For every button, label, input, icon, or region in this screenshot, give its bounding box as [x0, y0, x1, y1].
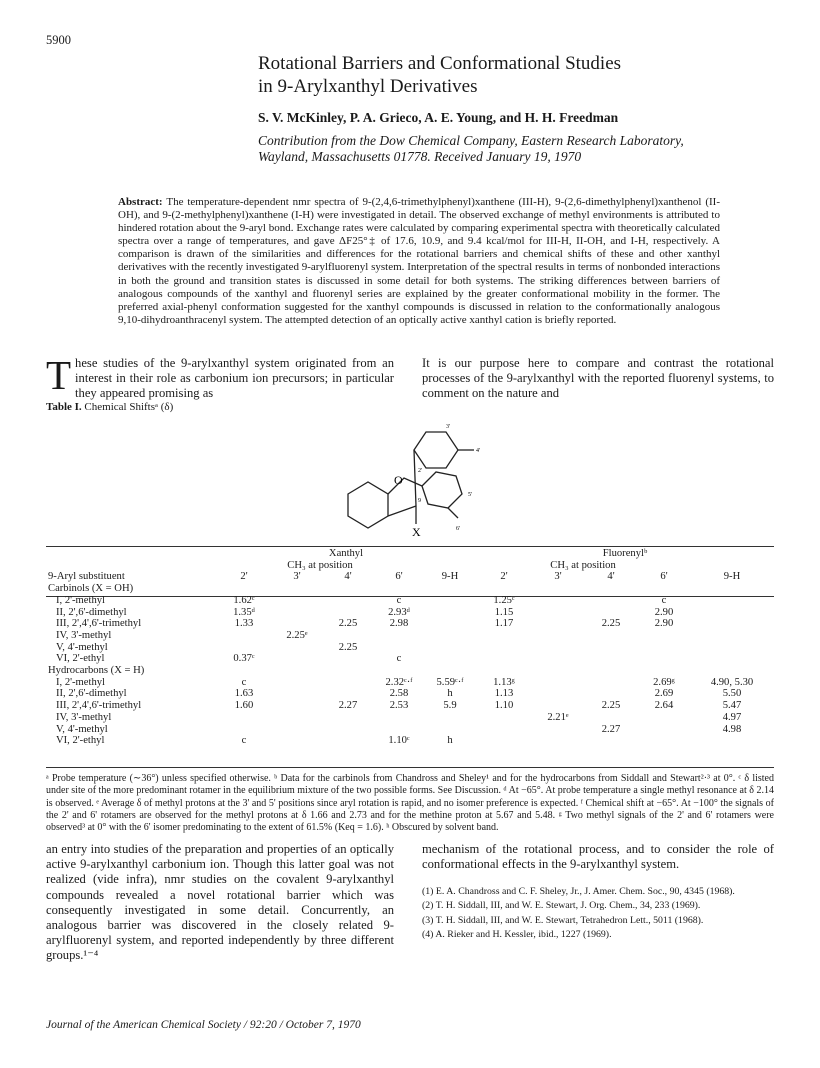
reference-item: (4) A. Rieker and H. Kessler, ibid., 1227 (1969).	[422, 929, 612, 941]
table-title: Chemical Shiftsᵃ (δ)	[84, 401, 174, 413]
table-cell: 5.9	[443, 700, 457, 712]
column-header: 4'	[344, 571, 352, 583]
table-cell	[584, 642, 638, 654]
table-cell: 1.10ᶜ	[388, 735, 410, 747]
table-section-row	[46, 665, 774, 677]
table-cell	[532, 618, 584, 630]
struct-label-o: O	[394, 473, 403, 487]
column-header: 4'	[607, 571, 615, 583]
table-cell	[322, 735, 374, 747]
table-cell: 5.50	[722, 688, 742, 700]
table-cell	[322, 607, 374, 619]
struct-label-4p: 4'	[476, 448, 481, 454]
struct-label-6p: 6'	[456, 526, 461, 532]
table-cell	[272, 642, 322, 654]
table-cell	[322, 630, 374, 642]
table-row-label: I, 2'-methyl	[56, 594, 105, 606]
table-cell: 2.69	[654, 688, 674, 700]
table-row	[46, 618, 774, 630]
table-cell	[272, 653, 322, 665]
table-cell	[424, 618, 476, 630]
column-header: 3'	[554, 571, 562, 583]
table-cell	[476, 642, 532, 654]
table-row-label: IV, 3'-methyl	[56, 629, 112, 641]
table-cell: 0.37ᶜ	[233, 653, 255, 665]
table-cell	[322, 653, 374, 665]
journal-footer: Journal of the American Chemical Society / 92:20 / October 7, 1970	[46, 1019, 361, 1031]
table-cell: 2.25	[601, 700, 621, 712]
references	[422, 886, 774, 944]
column-header: 6'	[660, 571, 668, 583]
table-cell: 2.58	[389, 688, 409, 700]
table-cell	[322, 595, 374, 607]
table-cell	[216, 642, 272, 654]
table-row	[46, 712, 774, 724]
table-column-header-row	[46, 571, 774, 583]
table-cell: 2.98	[389, 618, 409, 630]
table-cell	[690, 630, 774, 642]
struct-label-3p: 3'	[446, 424, 451, 430]
table-row-label: III, 2',4',6'-trimethyl	[56, 700, 142, 712]
table-subgroup-header-row	[46, 560, 774, 572]
chemical-shifts-table	[46, 548, 774, 747]
table-row	[46, 595, 774, 607]
table-cell: 2.53	[389, 700, 409, 712]
table-cell: c	[661, 594, 667, 606]
table-row	[46, 607, 774, 619]
table-cell	[532, 595, 584, 607]
table-cell: 1.35ᵈ	[233, 606, 255, 618]
table-cell: 1.17	[494, 618, 514, 630]
table-cell	[638, 653, 690, 665]
table-cell: 5.47	[722, 700, 742, 712]
table-bottom-rule	[46, 767, 774, 768]
table-row-label: III, 2',4',6'-trimethyl	[56, 618, 142, 630]
affiliation-line-1: Contribution from the Dow Chemical Company, Eastern Research Laboratory,	[258, 133, 684, 148]
table-cell: c	[396, 653, 402, 665]
table-row	[46, 688, 774, 700]
table-cell	[476, 712, 532, 724]
table-cell: 2.32ᶜ·ᶠ	[385, 676, 413, 688]
table-cell: 2.69ᵍ	[653, 676, 675, 688]
table-cell	[584, 607, 638, 619]
table-row-label: VI, 2'-ethyl	[56, 653, 105, 665]
title-line-1: Rotational Barriers and Conformational Studies	[258, 53, 622, 74]
table-cell: c	[396, 594, 402, 606]
group-header-fluorenyl: Fluorenylᵇ	[602, 548, 648, 559]
table-cell	[374, 712, 424, 724]
table-cell	[532, 700, 584, 712]
table-cell	[532, 688, 584, 700]
table-cell: 2.90	[654, 606, 674, 618]
table-cell	[690, 595, 774, 607]
table-cell	[322, 712, 374, 724]
table-cell: 1.13ᵍ	[493, 676, 515, 688]
table-label: Table I.	[46, 401, 82, 413]
intro-left-column	[46, 352, 394, 402]
table-row	[46, 642, 774, 654]
column-header: 3'	[293, 571, 301, 583]
column-header: 9-H	[441, 571, 459, 583]
title-line-2: in 9-Arylxanthyl Derivatives	[258, 76, 478, 97]
xanthyl-structure-figure	[318, 402, 508, 542]
table-cell	[424, 595, 476, 607]
table-cell	[638, 642, 690, 654]
table-cell	[322, 677, 374, 689]
reference-item: (1) E. A. Chandross and C. F. Sheley, Jr., J. Amer. Chem. Soc., 90, 4345 (1968).	[422, 886, 735, 897]
column-header-substituent: 9-Aryl substituent	[48, 571, 125, 583]
table-cell	[374, 642, 424, 654]
table-row	[46, 700, 774, 712]
table-top-rule	[46, 546, 774, 547]
table-cell: 2.27	[601, 723, 621, 735]
p6-bond	[448, 508, 458, 518]
body-left-column: an entry into studies of the preparation and properties of an optically active 9-arylxanthyl carbonium ion. Though this latter goal was not realized (vide infra), nmr studies on the covalent 9-arylxanthyl compounds revealed a novel rotational barrier which was consequently investigated in some detail. Concurrently, an analogous barrier was discovered in the closely related 9-arylfluorenyl system, and reported independently by three different groups.¹⁻⁴	[46, 842, 394, 963]
article-title	[258, 52, 758, 98]
table-cell	[322, 724, 374, 736]
table-cell	[638, 735, 690, 747]
table-header-empty	[46, 548, 216, 560]
table-section-heading: Hydrocarbons (X = H)	[48, 665, 145, 677]
table-cell	[690, 735, 774, 747]
table-row	[46, 653, 774, 665]
table-section-heading: Carbinols (X = OH)	[48, 583, 134, 595]
group-header-xanthyl: Xanthyl	[328, 548, 364, 559]
abstract-label: Abstract:	[118, 196, 163, 208]
aryl-ring	[414, 432, 458, 468]
table-cell	[532, 677, 584, 689]
table-cell: h	[447, 688, 453, 700]
reference-item: (3) T. H. Siddall, III, and W. E. Stewart, Tetrahedron Lett., 5011 (1968).	[422, 914, 704, 926]
table-cell	[476, 630, 532, 642]
table-cell: 2.25ᵉ	[286, 629, 308, 641]
table-cell: 1.15	[494, 606, 514, 618]
table-cell	[216, 712, 272, 724]
table-caption	[46, 401, 173, 413]
table-group-header-row	[46, 548, 774, 560]
subheader-xanthyl-ch3: CH₃ at position	[287, 559, 353, 571]
table-cell: 2.25	[338, 618, 358, 630]
right-benzo-ring	[422, 472, 462, 508]
table-cell	[584, 688, 638, 700]
table-cell	[272, 607, 322, 619]
reference-item: (2) T. H. Siddall, III, and W. E. Stewart, J. Org. Chem., 34, 233 (1969).	[422, 900, 701, 912]
table-cell: 1.10	[494, 700, 514, 712]
table-cell: 2.27	[338, 700, 358, 712]
table-cell	[584, 630, 638, 642]
table-cell: h	[447, 735, 453, 747]
table-row	[46, 724, 774, 736]
table-cell: 1.13	[494, 688, 514, 700]
table-cell: 2.25	[601, 618, 621, 630]
table-cell	[532, 653, 584, 665]
table-cell: 2.21ᵉ	[547, 711, 569, 723]
table-cell	[272, 688, 322, 700]
column-header: 6'	[395, 571, 403, 583]
table-row-label: VI, 2'-ethyl	[56, 735, 105, 747]
table-row-label: V, 4'-methyl	[56, 723, 108, 735]
struct-label-2p: 2'	[418, 468, 423, 474]
table-cell	[690, 642, 774, 654]
table-cell: 4.98	[722, 723, 742, 735]
table-cell: 5.59ᶜ·ᶠ	[436, 676, 464, 688]
table-body	[46, 583, 774, 747]
intro-left-text: hese studies of the 9-arylxanthyl system originated from an interest in their role as carbonium ion precursors; in particular they appeared promising as	[75, 356, 394, 401]
table-row	[46, 630, 774, 642]
table-cell	[584, 653, 638, 665]
affiliation-line-2: Wayland, Massachusetts 01778. Received January 19, 1970	[258, 149, 582, 164]
table-header-empty	[424, 560, 476, 572]
page-number: 5900	[46, 33, 71, 47]
table-cell: c	[241, 735, 247, 747]
column-header: 2'	[500, 571, 508, 583]
table-cell	[424, 642, 476, 654]
table-cell	[584, 677, 638, 689]
column-header: 2'	[240, 571, 248, 583]
table-cell	[424, 724, 476, 736]
table-cell: 2.25	[338, 641, 358, 653]
table-cell	[638, 724, 690, 736]
table-cell	[272, 700, 322, 712]
table-cell	[424, 653, 476, 665]
table-cell: 1.60	[234, 700, 254, 712]
table-cell	[690, 618, 774, 630]
table-cell	[584, 712, 638, 724]
table-cell	[424, 712, 476, 724]
table-cell	[532, 630, 584, 642]
table-cell	[476, 653, 532, 665]
table-cell	[476, 735, 532, 747]
subheader-fluorenyl-ch3: CH₃ at position	[550, 559, 616, 571]
struct-label-9: 9	[418, 498, 421, 504]
table-cell	[374, 724, 424, 736]
drop-cap: T	[46, 352, 72, 398]
table-cell	[532, 724, 584, 736]
table-cell: 1.63	[234, 688, 254, 700]
table-row-label: V, 4'-methyl	[56, 641, 108, 653]
body-right-column: mechanism of the rotational process, and to consider the role of conformational effects in the 9-arylxanthyl system.	[422, 842, 774, 872]
table-cell: 4.90, 5.30	[710, 676, 754, 688]
table-row	[46, 677, 774, 689]
table-cell	[584, 595, 638, 607]
table-cell	[476, 724, 532, 736]
intro-right-column: It is our purpose here to compare and contrast the rotational processes of the 9-arylxanthyl with the reported fluorenyl systems, to comment on the nature and	[422, 356, 774, 401]
table-header-empty	[690, 560, 774, 572]
abstract	[118, 196, 720, 327]
table-cell: 2.93ᵈ	[388, 606, 410, 618]
table-cell	[638, 712, 690, 724]
table-cell	[272, 735, 322, 747]
table-header-empty	[46, 560, 216, 572]
table-row-label: IV, 3'-methyl	[56, 711, 112, 723]
table-cell: 4.97	[722, 711, 742, 723]
table-cell: 1.25ᶜ	[493, 594, 515, 606]
table-cell: c	[241, 676, 247, 688]
affiliation	[258, 133, 738, 165]
table-cell: 1.33	[234, 618, 254, 630]
table-cell	[424, 630, 476, 642]
table-row	[46, 735, 774, 747]
table-cell	[638, 630, 690, 642]
struct-label-5p: 5'	[468, 492, 473, 498]
table-cell: 2.90	[654, 618, 674, 630]
table-cell	[690, 607, 774, 619]
table-cell	[374, 630, 424, 642]
struct-label-x: X	[412, 525, 421, 539]
table-row-label: I, 2'-methyl	[56, 676, 105, 688]
table-row-label: II, 2',6'-dimethyl	[56, 688, 127, 700]
table-cell	[216, 630, 272, 642]
table-cell	[272, 595, 322, 607]
table-cell	[690, 653, 774, 665]
table-cell	[584, 735, 638, 747]
table-cell	[532, 607, 584, 619]
c9-aryl-bond	[414, 450, 416, 506]
table-cell: 1.62ᶜ	[233, 594, 255, 606]
table-row-label: II, 2',6'-dimethyl	[56, 606, 127, 618]
table-cell	[272, 618, 322, 630]
table-cell	[424, 607, 476, 619]
table-cell	[272, 677, 322, 689]
table-cell	[272, 712, 322, 724]
abstract-text: The temperature-dependent nmr spectra of 9-(2,4,6-trimethylphenyl)xanthene (III-H), 9-(2,6-dimethylphenyl)xanthenol (II-OH), and 9-(2-methylphenyl)xanthene (I-H) were investigated in detail. The observed exchange of methyl environments is attributed to hindered rotation about the 9-aryl bond. Exchange rates were calculated by comparing experimental spectra with theoretically calculated spectra over a range of temperatures, and gave ΔF25°‡ of 17.6, 10.9, and 9.4 kcal/mol for III-H, II-OH, and I-H, respectively. A comparison is drawn of the similarities and differences for the rotational barriers and chemical shifts of these and other xanthyl derivatives with the recently investigated 9-arylfluorenyl system. Interpretation of the spectral results in terms of nonbonded interactions in both the ground and transition states is discussed in some detail for both systems. The striking differences between barriers of analogous compounds of the xanthyl and fluorenyl series are explained by the greater conformational mobility in the former. The preferred axial-phenyl conformation suggested for the xanthyl compounds is discussed in relation to the conformationally analogous 9,10-dihydroanthracenyl system. The attempted detection of an optically active xanthyl cation is briefly reported.	[118, 196, 720, 326]
left-benzo-ring	[348, 482, 388, 528]
c9-bond	[388, 506, 416, 516]
table-cell	[272, 724, 322, 736]
authors: S. V. McKinley, P. A. Grieco, A. E. Young, and H. H. Freedman	[258, 110, 619, 125]
table-cell: 2.64	[654, 700, 674, 712]
table-cell	[532, 642, 584, 654]
table-section-row	[46, 583, 774, 595]
table-cell	[322, 688, 374, 700]
table-cell	[532, 735, 584, 747]
column-header: 9-H	[723, 571, 741, 583]
table-footnotes: ᵃ Probe temperature (∼36°) unless specified otherwise. ᵇ Data for the carbinols from Chandross and Sheley¹ and for the hydrocarbons from Siddall and Stewart²·³ at 0°. ᶜ δ listed under site of the more predominant rotamer in the equilibrium mixture of the two possible forms. See Discussion. ᵈ At −65°. At probe temperature a single methyl resonance at δ 2.14 is observed. ᵉ Average δ of methyl protons at the 3' and 5' positions since aryl rotation is rapid, and no isomer preference is expected. ᶠ Chemical shift at −65°. At −100° the signals of the 2' and 6' rotamers are observed for the methyl protons at δ 1.66 and 2.73 and for the methine proton at 5.67 and 5.48. ᵍ Two methyl signals of the 2' and 6' rotamers were observed³ at 0° with the 6' isomer predominating to the extent of 61.5% (Keq = 1.6). ʰ Obscured by solvent band.	[46, 773, 774, 834]
table-cell	[216, 724, 272, 736]
